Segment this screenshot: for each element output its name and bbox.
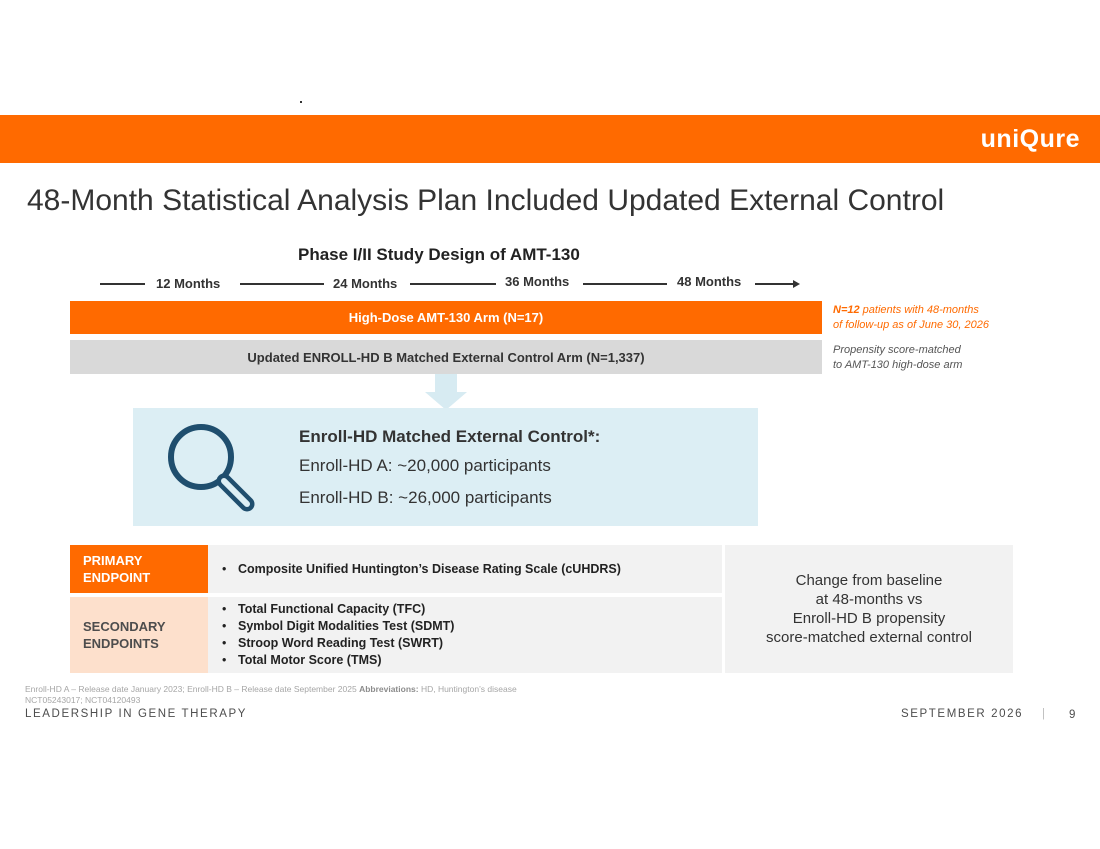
decorative-dot — [300, 101, 302, 103]
comparison-line-3: Enroll-HD B propensity — [792, 610, 946, 627]
timeline-segment — [240, 283, 324, 285]
comparison-line-4: score-matched external control — [766, 629, 972, 646]
arrow-down-icon — [425, 374, 467, 410]
list-item — [222, 601, 722, 618]
bullet: • — [222, 636, 227, 650]
list-item — [222, 652, 722, 669]
secondary-label-line-2: ENDPOINTS — [83, 636, 159, 651]
external-control-arm-note — [833, 343, 962, 373]
timeline-segment — [100, 283, 145, 285]
note-line-1: patients with 48-months — [859, 304, 979, 316]
footer-date: SEPTEMBER 2026 — [901, 708, 1024, 720]
external-control-heading: Enroll-HD Matched External Control*: — [299, 427, 601, 446]
secondary-endpoints-cell — [208, 597, 722, 673]
company-logo: uniQure — [980, 125, 1080, 153]
primary-endpoint-cell — [208, 545, 722, 593]
bullet: • — [222, 619, 227, 633]
header-bar — [0, 115, 1100, 163]
footnote-abbrev-text: HD, Huntington’s disease — [418, 684, 517, 694]
page-number: 9 — [1069, 709, 1076, 721]
primary-label-line-2: ENDPOINT — [83, 570, 151, 585]
slide-title: 48-Month Statistical Analysis Plan Included Updated External Control — [27, 184, 945, 217]
timeline-label-24: 24 Months — [333, 276, 398, 291]
primary-endpoint-label — [70, 545, 208, 593]
arrow-right-icon — [793, 280, 800, 288]
bullet: • — [222, 653, 227, 667]
study-design-heading: Phase I/II Study Design of AMT-130 — [298, 245, 580, 264]
external-control-arm-bar — [70, 340, 822, 374]
primary-endpoint-item: Composite Unified Huntington’s Disease Rating Scale (cUHDRS) — [238, 561, 621, 576]
bullet: • — [222, 602, 227, 616]
control-note-line-2: to AMT-130 high-dose arm — [833, 359, 963, 371]
footnote-abbrev-label: Abbreviations: — [359, 684, 419, 694]
primary-label-line-1: PRIMARY — [83, 553, 143, 568]
secondary-endpoint-item: Symbol Digit Modalities Test (SDMT) — [238, 619, 455, 633]
secondary-endpoint-item: Total Motor Score (TMS) — [238, 653, 382, 667]
magnifying-glass-icon — [165, 421, 261, 517]
high-dose-arm-note — [833, 303, 989, 333]
note-n-value: N=12 — [833, 304, 860, 316]
comparison-line-2: at 48-months vs — [815, 591, 923, 608]
timeline-label-12: 12 Months — [156, 276, 221, 291]
secondary-endpoint-item: Total Functional Capacity (TFC) — [238, 602, 426, 616]
timeline-label-48: 48 Months — [677, 274, 742, 289]
bullet: • — [222, 561, 227, 576]
footer-tagline: LEADERSHIP IN GENE THERAPY — [25, 708, 248, 720]
list-item — [222, 561, 722, 578]
control-note-line-1: Propensity score-matched — [833, 344, 961, 356]
comparison-cell — [725, 545, 1013, 673]
secondary-endpoint-item: Stroop Word Reading Test (SWRT) — [238, 636, 444, 650]
timeline-segment — [410, 283, 496, 285]
footnote — [25, 684, 517, 706]
comparison-line-1: Change from baseline — [795, 572, 943, 589]
high-dose-arm-bar — [70, 301, 822, 334]
external-control-arm-label: Updated ENROLL-HD B Matched External Control Arm (N=1,337) — [247, 349, 645, 365]
timeline-segment — [583, 283, 667, 285]
footnote-text: Enroll-HD A – Release date January 2023; Enroll-HD B – Release date September 2025 — [25, 684, 360, 694]
note-line-2: of follow-up as of June 30, 2026 — [833, 319, 989, 331]
secondary-label-line-1: SECONDARY — [83, 619, 166, 634]
enroll-hd-a-line: Enroll-HD A: ~20,000 participants — [299, 456, 551, 475]
timeline-label-36: 36 Months — [505, 274, 570, 289]
list-item — [222, 635, 722, 652]
enroll-hd-b-line: Enroll-HD B: ~26,000 participants — [299, 488, 552, 507]
secondary-endpoints-label — [70, 597, 208, 673]
footer-separator: | — [1042, 708, 1045, 720]
timeline-segment — [755, 283, 793, 285]
list-item — [222, 618, 722, 635]
high-dose-arm-label: High-Dose AMT-130 Arm (N=17) — [348, 310, 544, 325]
footnote-nct: NCT05243017; NCT04120493 — [25, 695, 141, 705]
